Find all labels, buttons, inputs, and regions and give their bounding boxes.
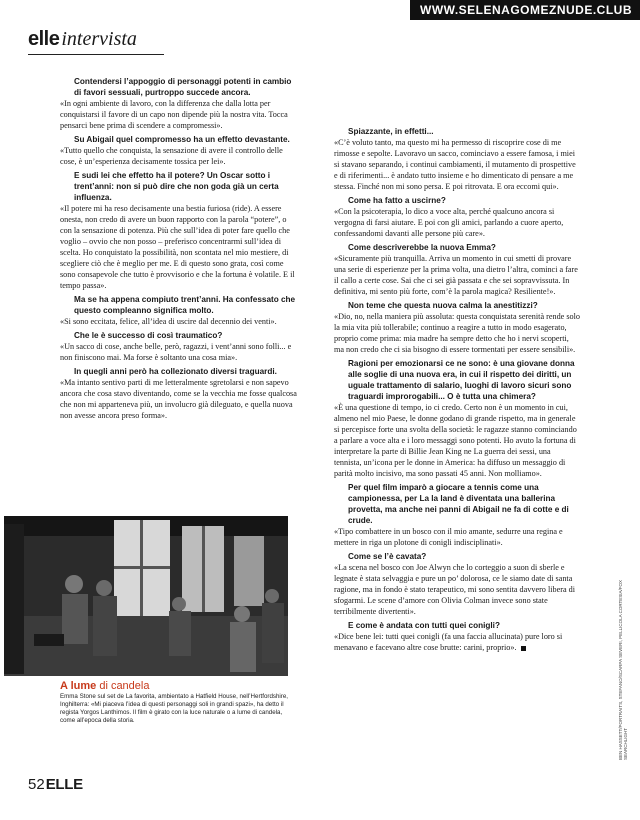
column-right	[334, 126, 580, 656]
qa-block	[334, 482, 580, 548]
footer-brand: ELLE	[45, 776, 83, 793]
qa-block	[334, 195, 580, 239]
photo-credit: BEN HASSETT/PORTRAITS, STEFANO/SCARPA SEVERI, PELLICOLA CORTESIA/FOX SEARCHLIGHT	[618, 579, 628, 760]
page-number: 52	[28, 776, 45, 793]
answer: «Un sacco di cose, anche belle, però, ragazzi, i vent’anni sono folli... e non finiscono mai. Ma forse è soltanto una cosa mia».	[60, 342, 292, 362]
caption-title	[60, 682, 292, 690]
magazine-brand: elle	[28, 28, 60, 50]
caption-text: Emma Stone sul set de La favorita, ambientato a Hatfield House, nell’Hertfordshire, Inghilterra: «Mi piaceva l’idea di questi personaggi soli in grandi spazi», ha detto il regista Yorgos Lanthimos. Il film è girato con la luce naturale o a lume di candela, come all’epoca della storia.	[60, 693, 289, 724]
answer: «La scena nel bosco con Joe Alwyn che lo corteggio a suon di sberle e legnate è stata selvaggia e pure un po’ dolorosa, ce le siamo date di santa ragione, ma in fondo è stato terapeutico, mi sono sentita davvero libera di sfogarmi. Le scene d’amore con Olivia Colman invece sono state terribilmente divertenti».	[334, 563, 576, 616]
qa-block	[60, 134, 300, 167]
answer: «Tipo combattere in un bosco con il mio amante, sedurre una regina e mettere in riga un plotone di conigli indisciplinati».	[334, 527, 563, 547]
answer	[334, 631, 580, 653]
question: E sudi lei che effetto ha il potere? Un Oscar sotto i trent’anni: non si può dire che non goda già un certa influenza.	[74, 171, 279, 202]
answer-text: «Dice bene lei: tutti quei conigli (fa una faccia allucinata) pure loro si menavano e facevano altre cose brutte: carini, proprio».	[334, 632, 563, 652]
qa-block	[60, 366, 300, 421]
qa-block	[60, 170, 300, 291]
qa-block	[334, 551, 580, 617]
qa-block	[60, 294, 300, 327]
end-mark-icon	[521, 646, 526, 651]
page-footer	[28, 776, 83, 793]
answer: «Dio, no, nella maniera più assoluta: questa conquistata serenità rende solo la mia vita più tollerabile; continuo a reagire a tutto in modo esagerato, proprio come prima: mia madre ha sempre detto che ho i nervi scoperti, ma non credo che ci sia bisogno di essere tormentati per essere sensibili».	[334, 312, 581, 354]
set-photo	[4, 516, 288, 676]
answer: «In ogni ambiente di lavoro, con la differenza che dalla lotta per conquistarsi il favore di un capo non dipende più la nostra vita. Toccа pensarci bene prima di scendere a compromessi».	[60, 99, 288, 130]
answer: «Sicuramente più tranquilla. Arriva un momento in cui smetti di provare una serie di esperienze per la prima volta, una dietro l’altra, cominci a fare il callo a certe cose. Sai che ci sei già passata e che sei sopravvissuta. In definitiva, mi sento più forte, com’è la parola magica? Resiliente!».	[334, 254, 578, 296]
column-left	[60, 76, 300, 424]
header-rule	[28, 54, 164, 55]
answer: «Con la psicoterapia, lo dico a voce alta, perché qualcuno ancora si vergogna di farsi aiutare. E poi con gli amici, parlando a cuore aperto, confessandomi davanti alle persone più care».	[334, 207, 564, 238]
question: Come se l’è cavata?	[348, 552, 427, 561]
question: Come descriverebbe la nuova Emma?	[348, 243, 496, 252]
qa-block	[334, 242, 580, 297]
answer: «Il potere mi ha reso decisamente una bestia furiosa (ride). A essere onesta, non credo di avere un buon rapporto con la parola “potere”, o con la sensazione di potenza. Più che sull’idea di poter fare quello che voglio – ovvio che non posso – preferisco concentrarmi sull’idea di scelta. Ho conquistato la possibilità, non scontata nel mio mestiere, di scegliere ciò che è meglio per me. E di questo sono grata, così come sono consapevole che tutto è provvisorio e che la fortuna è volatile. E il tempo passa».	[60, 204, 295, 290]
answer: «È una questione di tempo, io ci credo. Certo non è un momento in cui, almeno nel mio Paese, le donne godano di grande rispetto, ma in generale si percepisce forte una svolta della società: le ragazze stanno cominciando a parlare a voce alta e i loro messaggi sono potenti. Ho avuto la fortuna di interpretare la parte di Billie Jean King ne La guerra dei sessi, una tennista, un’icona per le donne in America: ha diffuso un messaggio di parità molto incisivo, ma sono passati 45 anni. Non molliamo».	[334, 403, 577, 478]
question: In quegli anni però ha collezionato diversi traguardi.	[74, 367, 277, 376]
question: Ragioni per emozionarsi ce ne sono: è una giovane donna alle soglie di una nuova era, in cui il rispetto dei diritti, un uguale trattamento di salario, luoghi di lavoro sicuri sono traguardi improrogabili... O è tutta una chimera?	[348, 359, 575, 401]
section-title: intervista	[61, 28, 137, 50]
question: Su Abigail quel compromesso ha un effetto devastante.	[74, 135, 290, 144]
answer: «C’è voluto tanto, ma questo mi ha permesso di riscoprire cose di me rimosse e sepolte. Lavoravo un sacco, cominciavo a essere famosa, i miei si stavano separando, i continui cambiamenti, il mutamento di prospettive e di riferimenti... è andato tutto insieme e ho dimenticato di pensare a me stessa. Finché non mi sono persa. E poi ritrovata. E ora eccomi qui».	[334, 138, 576, 191]
photo-caption	[60, 682, 292, 725]
question: Spiazzante, in effetti...	[348, 127, 434, 136]
question: E come è andata con tutti quei conigli?	[348, 621, 500, 630]
qa-block	[334, 300, 580, 355]
question: Per quel film imparò a giocare a tennis come una campionessa, per La la land è diventata una ballerina provetta, ma anche nei panni di Abigail ne fa di cotte e di crude.	[348, 483, 569, 525]
watermark: WWW.SELENAGOMEZNUDE.CLUB	[410, 0, 640, 20]
photo-illustration	[4, 516, 288, 676]
question: Che le è successo di così traumatico?	[74, 331, 223, 340]
answer: «Si sono eccitata, felice, all’idea di uscire dal decennio dei venti».	[60, 317, 277, 326]
qa-block	[60, 330, 300, 363]
qa-block	[334, 358, 580, 479]
question: Contendersi l’appoggio di personaggi potenti in cambio di favori sessuali, purtroppo succede ancora.	[74, 77, 292, 97]
caption-title-rest: di candela	[96, 680, 150, 692]
page-header	[28, 28, 137, 51]
question: Non teme che questa nuova calma la anestitizzi?	[348, 301, 538, 310]
answer: «Tutto quello che conquista, la sensazione di avere il controllo delle cose, è un’esperienza decisamente tossica per lei».	[60, 146, 283, 166]
answer: «Ma intanto sentivo parti di me letteralmente sgretolarsi e non sapevo ancora che cosa stavo diventando, come se la vecchia me fosse qualcosa che non mi apparteneva più, un involucro già dileguato, e quella nuova non avesse ancora preso forma».	[60, 378, 297, 420]
caption-title-bold: A lume	[60, 680, 97, 692]
question: Come ha fatto a uscirne?	[348, 196, 446, 205]
qa-block	[60, 76, 300, 131]
qa-block	[334, 620, 580, 653]
question: Ma se ha appena compiuto trent’anni. Ha confessato che questo compleanno significa molto.	[74, 295, 296, 315]
qa-block	[334, 126, 580, 192]
